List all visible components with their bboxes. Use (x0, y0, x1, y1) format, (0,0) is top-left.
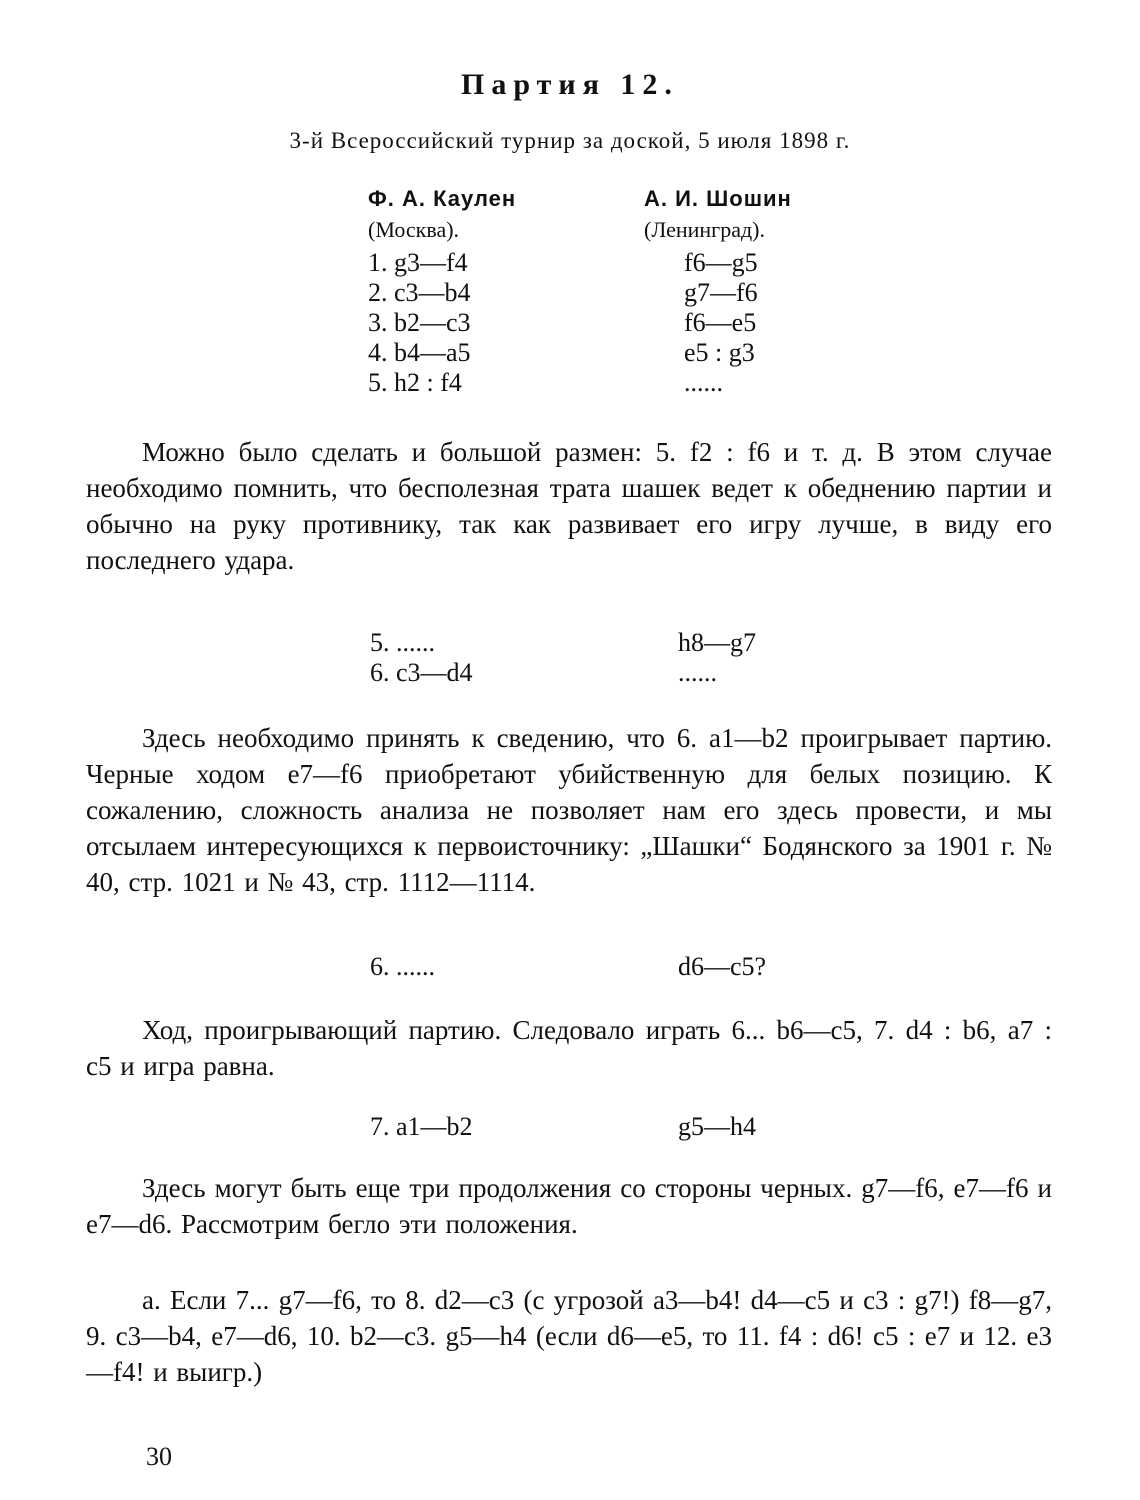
white-player-column (368, 184, 516, 398)
move-left: 7. a1—b2 (370, 1112, 473, 1141)
move-row: ...... (684, 368, 723, 397)
move-row: 1. g3—f4 (368, 248, 468, 277)
game-title: Партия 12. (461, 68, 679, 101)
move-row: f6—e5 (684, 308, 757, 337)
white-opening-moves (368, 248, 516, 398)
move-row: e5 : g3 (684, 338, 755, 367)
white-player-name: Ф. А. Каулен (368, 186, 517, 211)
move-left: 6. c3—d4 (370, 658, 473, 687)
move-row: 4. b4—a5 (368, 338, 471, 367)
move-right: h8—g7 (678, 628, 756, 657)
commentary-paragraph-2: Здесь необходимо принять к сведению, что 6. a1—b2 проигрывает партию. Черные ходом e7—f6 приобретают убийственную для белых позицию. К сожалению, сложность анализа не позволяет нам его здесь провести, и мы отсылаем интересующихся к первоисточнику: „Шашки“ Бодянского за 1901 г. № 40, стр. 1021 и № 43, стр. 1112—1114. (86, 723, 1052, 897)
move-row: f6—g5 (684, 248, 758, 277)
black-opening-moves (644, 248, 792, 398)
black-player-name: А. И. Шошин (644, 186, 792, 211)
move-row: g7—f6 (684, 278, 758, 307)
commentary-paragraph-4: Здесь могут быть еще три продолжения со стороны черных. g7—f6, e7—f6 и e7—d6. Рассмотрим бегло эти положения. (86, 1173, 1052, 1239)
move-row: 5. h2 : f4 (368, 368, 462, 397)
move-row: 2. c3—b4 (368, 278, 471, 307)
commentary-paragraph-1: Можно было сделать и большой размен: 5. f2 : f6 и т. д. В этом случае необходимо помнить, что бесполезная трата шашек ведет к обеднению партии и обычно на руку противнику, так как развивает его игру лучше, в виду его последнего удара. (86, 437, 1052, 575)
move-right: d6—c5? (678, 952, 767, 981)
move-left: 6. ...... (370, 952, 435, 981)
commentary-paragraph-5: а. Если 7... g7—f6, то 8. d2—c3 (с угрозой a3—b4! d4—c5 и c3 : g7!) f8—g7, 9. c3—b4, e7—d6, 10. b2—c3. g5—h4 (если d6—e5, то 11. f4 : d6! c5 : e7 и 12. e3—f4! и выигр.) (86, 1285, 1052, 1387)
page-number: 30 (146, 1442, 172, 1471)
black-player-column (644, 184, 792, 398)
black-player-city: (Ленинград). (644, 217, 765, 242)
move-right: g5—h4 (678, 1112, 756, 1141)
white-player-city: (Москва). (368, 217, 460, 242)
move-right: ...... (678, 658, 717, 687)
tournament-subtitle: 3-й Всероссийский турнир за доской, 5 июля 1898 г. (289, 128, 851, 153)
move-left: 5. ...... (370, 628, 435, 657)
commentary-paragraph-3: Ход, проигрывающий партию. Следовало играть 6... b6—c5, 7. d4 : b6, a7 : c5 и игра равна. (86, 1015, 1052, 1081)
move-row: 3. b2—c3 (368, 308, 471, 337)
